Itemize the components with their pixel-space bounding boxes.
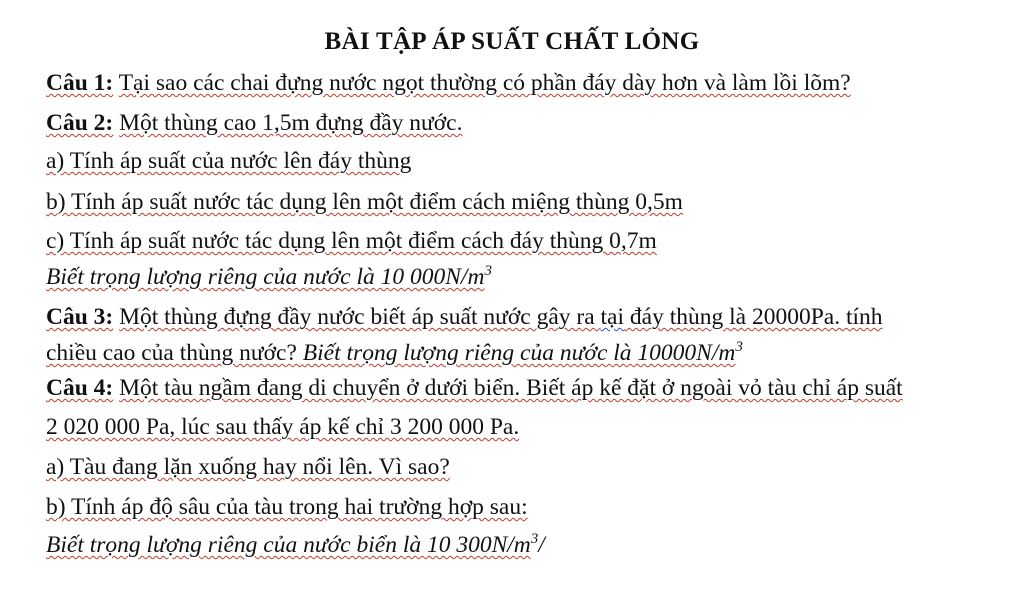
given-text: Biết trọng lượng riêng của nước là 10 000N/m [46,264,485,290]
sub-question-text: a) Tàu đang lặn xuống hay nổi lên. Vì sao? [46,454,450,480]
sub-question-text: c) Tính áp suất nước tác dụng lên một điểm cách đáy thùng 0,7m [46,228,657,254]
given-text: Biết trọng lượng riêng của nước biển là 10 300N/m [46,532,531,558]
sub-question-text: b) Tính áp suất nước tác dụng lên một điểm cách miệng thùng 0,5m [46,189,683,215]
question-2c [46,226,1012,256]
question-text: tại [600,304,625,330]
question-4-line-2 [46,412,1012,442]
question-label: Câu 4: [46,375,114,401]
question-text: Một tàu ngầm đang di chuyển ở dưới biển. Biết áp kế đặt ở ngoài vỏ tàu chỉ áp suất [119,375,903,401]
question-label: Câu 2: [46,110,114,136]
trailing-mark: / [538,532,545,558]
exponent: 3 [735,339,743,355]
question-3-line-2 [46,338,1012,368]
question-2b [46,187,1012,217]
sub-question-text: a) Tính áp suất của nước lên đáy thùng [46,148,412,174]
question-4a [46,452,1012,482]
question-2-given [46,262,1012,292]
question-4-line-1 [46,373,1012,403]
question-1 [46,68,1012,98]
question-text: Một thùng cao 1,5m đựng đầy nước. [119,110,463,136]
exponent: 3 [530,531,539,547]
sub-question-text: b) Tính áp độ sâu của tàu trong hai trường hợp sau: [46,494,528,520]
question-2 [46,108,1012,138]
question-4-given [46,530,1012,560]
question-label: Câu 3: [46,304,114,330]
question-text: đáy thùng là 20000Pa. tính [624,304,883,330]
question-text: chiều cao của thùng nước? [46,340,303,366]
question-3-line-1 [46,302,1012,332]
question-label: Câu 1: [46,70,114,96]
given-text: Biết trọng lượng riêng của nước là 10000N/m [302,340,736,366]
question-2a [46,146,1012,176]
question-4b [46,492,1012,522]
exponent: 3 [484,263,492,279]
page-title: BÀI TẬP ÁP SUẤT CHẤT LỎNG [324,28,700,55]
question-text: 2 020 000 Pa, lúc sau thấy áp kế chỉ 3 200 000 Pa. [46,414,520,440]
question-text: Tại sao các chai đựng nước ngọt thường có phần đáy dày hơn và làm lồi lõm? [118,70,851,96]
question-text: Một thùng đựng đầy nước biết áp suất nước gây ra [119,304,601,330]
